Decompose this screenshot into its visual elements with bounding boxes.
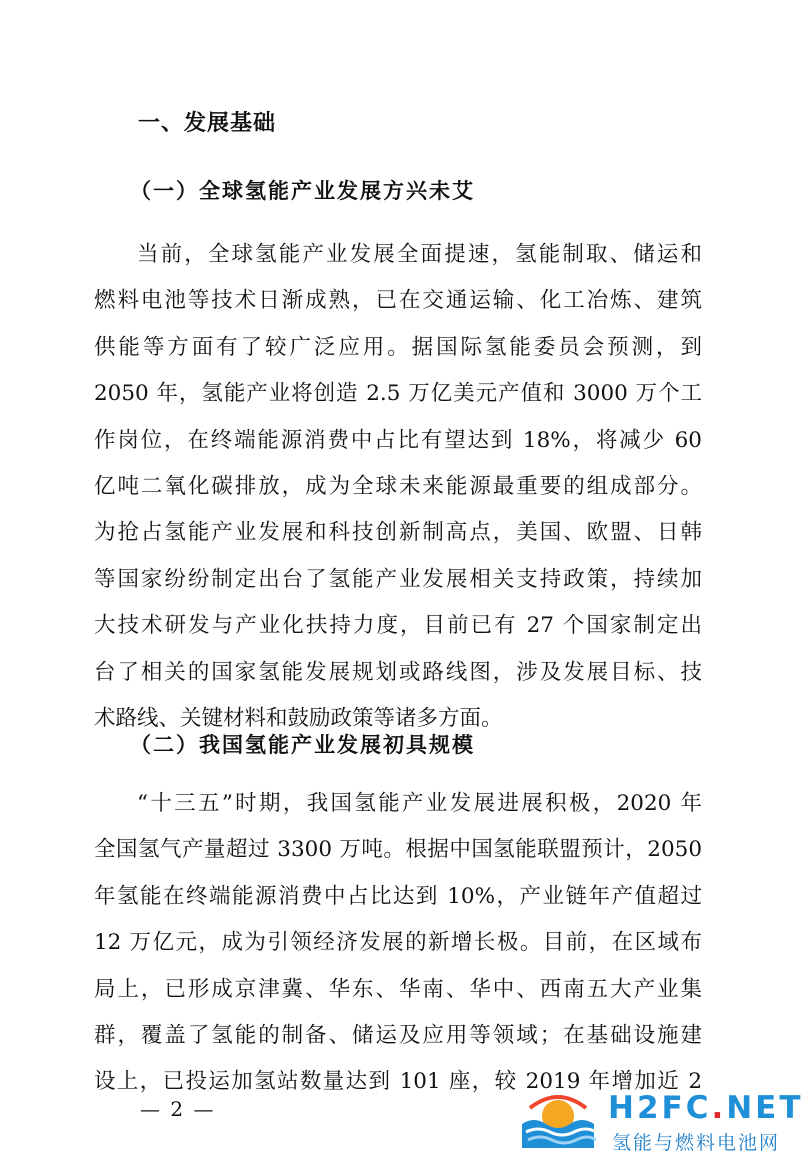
paragraph-line: 作岗位，在终端能源消费中占比有望达到 18%，将减少 60 xyxy=(94,427,702,453)
paragraph-line: 为抢占氢能产业发展和科技创新制高点，美国、欧盟、日韩 xyxy=(94,520,702,546)
paragraph-line: 燃料电池等技术日渐成熟，已在交通运输、化工冶炼、建筑 xyxy=(94,288,702,314)
paragraph-line: 当前，全球氢能产业发展全面提速，氢能制取、储运和 xyxy=(137,242,702,267)
section-heading: 一、发展基础 xyxy=(138,111,277,136)
paragraph-line: 局上，已形成京津冀、华东、华南、华中、西南五大产业集 xyxy=(94,976,702,1002)
paragraph-line: 亿吨二氧化碳排放，成为全球未来能源最重要的组成部分。 xyxy=(94,473,702,499)
subsection-heading-2: （二）我国氢能产业发展初具规模 xyxy=(130,733,475,757)
watermark-brand-prefix: H2FC xyxy=(608,1090,712,1126)
paragraph-line: 术路线、关键材料和鼓励政策等诸多方面。 xyxy=(94,705,503,731)
paragraph-line: 群，覆盖了氢能的制备、储运及应用等领域；在基础设施建 xyxy=(94,1022,702,1048)
paragraph-line: 2050 年，氢能产业将创造 2.5 万亿美元产值和 3000 万个工 xyxy=(94,381,702,407)
watermark xyxy=(520,1086,804,1156)
paragraph-line: 供能等方面有了较广泛应用。据国际氢能委员会预测，到 xyxy=(94,334,702,360)
paragraph-line: 全国氢气产量超过 3300 万吨。根据中国氢能联盟预计，2050 xyxy=(94,837,702,863)
watermark-brand-dot: . xyxy=(711,1090,727,1126)
subsection-heading-1: （一）全球氢能产业发展方兴未艾 xyxy=(130,179,475,203)
paragraph-line: 设上，已投运加氢站数量达到 101 座，较 2019 年增加近 2 xyxy=(94,1069,702,1095)
paragraph-line: 大技术研发与产业化扶持力度，目前已有 27 个国家制定出 xyxy=(94,613,702,639)
paragraph-line: 12 万亿元，成为引领经济发展的新增长极。目前，在区域布 xyxy=(94,930,702,956)
paragraph-line: 年氢能在终端能源消费中占比达到 10%，产业链年产值超过 xyxy=(94,883,702,909)
page-number: — 2 — xyxy=(140,1097,216,1121)
paragraph-line: 台了相关的国家氢能发展规划或路线图，涉及发展目标、技 xyxy=(94,659,702,685)
paragraph-line: 等国家纷纷制定出台了氢能产业发展相关支持政策，持续加 xyxy=(94,566,702,592)
watermark-brand-suffix: NET xyxy=(726,1090,804,1126)
paragraph-line: “十三五”时期，我国氢能产业发展进展积极，2020 年 xyxy=(137,791,702,816)
watermark-subtitle: 氢能与燃料电池网 xyxy=(612,1132,781,1154)
paragraph-1 xyxy=(94,232,702,742)
watermark-logo-icon xyxy=(520,1086,600,1148)
paragraph-2 xyxy=(94,781,702,1106)
watermark-brand xyxy=(608,1090,804,1126)
